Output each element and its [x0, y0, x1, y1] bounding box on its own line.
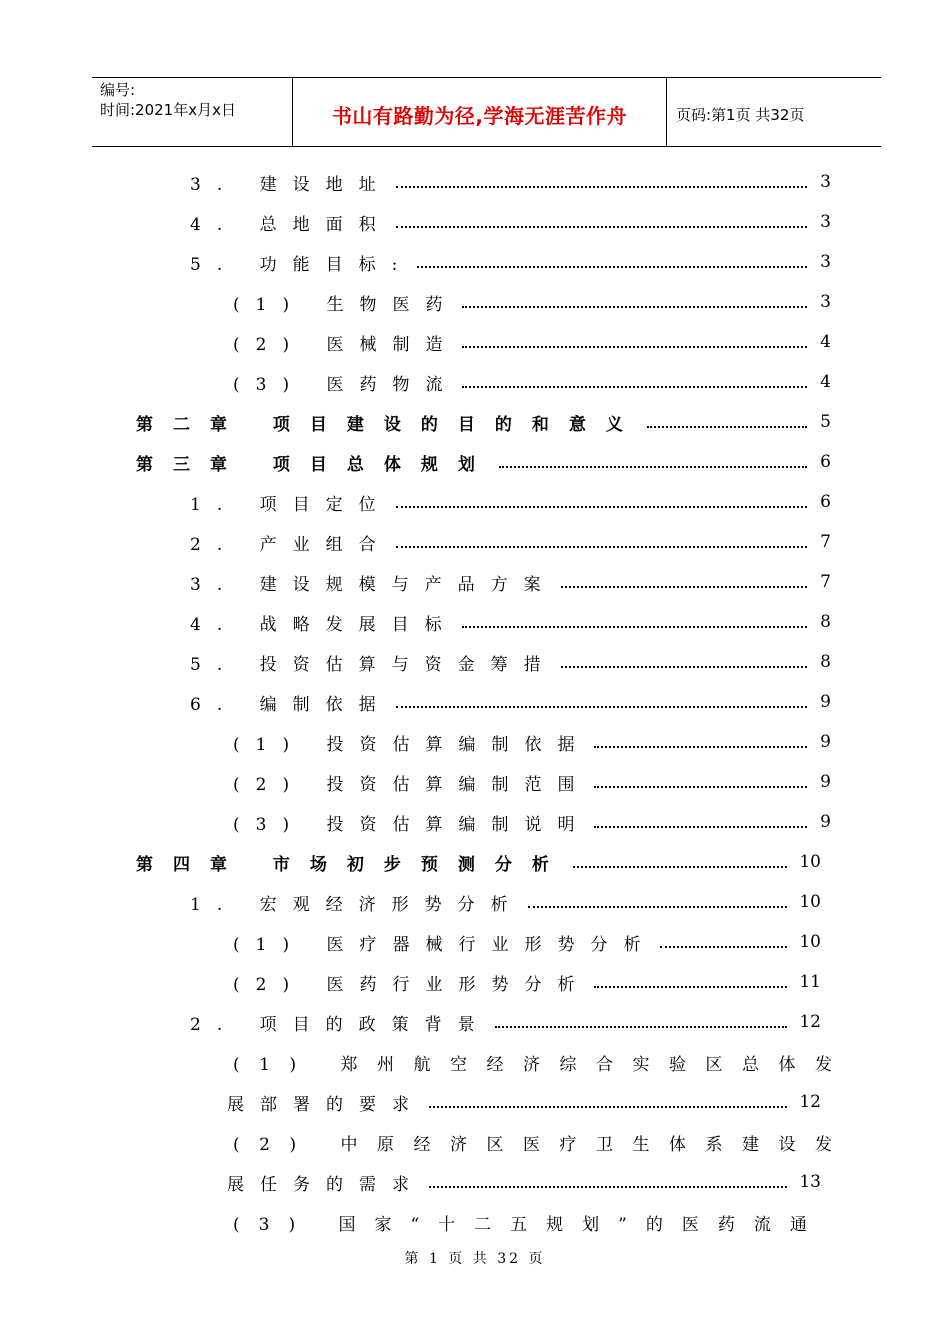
toc-entry[interactable] — [190, 682, 831, 722]
toc-entry-label: 4. 战略发展目标 — [190, 614, 458, 635]
toc-entry-label: (2) 投资估算编制范围 — [233, 774, 591, 795]
toc-entry-label: 6. 编制依据 — [190, 694, 392, 715]
header-page-info: 页码:第1页 共32页 — [676, 106, 805, 124]
toc-entry-label: (2) 医械制造 — [233, 334, 459, 355]
toc-entry-label: (3) 国家“十二五规划”的医药流通 — [233, 1214, 826, 1235]
toc-entry-page: 10 — [799, 852, 821, 872]
toc-leader-dots — [396, 546, 807, 548]
toc-entry[interactable] — [190, 162, 831, 202]
toc-entry-label: 5. 投资估算与资金筹措 — [190, 654, 557, 675]
toc-entry[interactable] — [227, 1162, 821, 1202]
toc-leader-dots — [495, 1026, 788, 1028]
toc-entry-label: 2. 产业组合 — [190, 534, 392, 555]
toc-entry-page: 4 — [820, 372, 831, 392]
toc-entry-page: 3 — [820, 252, 831, 272]
toc-entry[interactable] — [190, 242, 831, 282]
header-meta — [100, 80, 236, 120]
toc-entry-label: (1) 生物医药 — [233, 294, 459, 315]
toc-leader-dots — [573, 866, 787, 868]
toc-leader-dots — [429, 1186, 787, 1188]
toc-entry-page: 9 — [820, 692, 831, 712]
toc-leader-dots — [561, 586, 807, 588]
toc-leader-dots — [594, 746, 807, 748]
toc-entry-first-line[interactable] — [233, 1202, 826, 1242]
toc-entry[interactable] — [190, 522, 831, 562]
toc-chapter-entry[interactable] — [136, 842, 821, 882]
toc-leader-dots — [396, 186, 807, 188]
toc-entry-label: 展任务的需求 — [227, 1174, 425, 1195]
toc-chapter-entry[interactable] — [136, 402, 831, 442]
header-motto: 书山有路勤为径,学海无涯苦作舟 — [331, 104, 628, 128]
toc-entry[interactable] — [227, 1082, 821, 1122]
toc-chapter-entry[interactable] — [136, 442, 831, 482]
toc-leader-dots — [594, 786, 807, 788]
toc-entry-page: 9 — [820, 772, 831, 792]
toc-leader-dots — [462, 346, 807, 348]
toc-entry[interactable] — [190, 482, 831, 522]
toc-entry-page: 10 — [799, 932, 821, 952]
toc-leader-dots — [594, 826, 807, 828]
toc-entry-page: 12 — [799, 1012, 821, 1032]
toc-entry-page: 4 — [820, 332, 831, 352]
toc-entry-page: 8 — [820, 652, 831, 672]
toc-leader-dots — [594, 986, 787, 988]
toc-entry-label: 1. 项目定位 — [190, 494, 392, 515]
time-label: 时间:2021年x月x日 — [100, 101, 236, 119]
toc-entry-page: 5 — [820, 412, 831, 432]
toc-entry-label: 第四章 市场初步预测分析 — [136, 854, 569, 875]
toc-entry-label: 1. 宏观经济形势分析 — [190, 894, 524, 915]
toc-entry-label: 3. 建设地址 — [190, 174, 392, 195]
page-footer: 第 1 页 共 32 页 — [404, 1251, 546, 1267]
toc-entry-page: 3 — [820, 292, 831, 312]
toc-entry-page: 9 — [820, 812, 831, 832]
toc-leader-dots — [660, 946, 787, 948]
toc-entry-page: 7 — [820, 572, 831, 592]
toc-entry-first-line[interactable] — [233, 1122, 852, 1162]
toc-entry[interactable] — [233, 922, 821, 962]
toc-leader-dots — [462, 306, 807, 308]
toc-entry-label: (1) 投资估算编制依据 — [233, 734, 591, 755]
toc-entry-label: 展部署的要求 — [227, 1094, 425, 1115]
toc-leader-dots — [417, 266, 807, 268]
toc-entry[interactable] — [233, 282, 831, 322]
toc-entry-page: 8 — [820, 612, 831, 632]
toc-entry[interactable] — [190, 1002, 821, 1042]
toc-entry-page: 10 — [799, 892, 821, 912]
toc-entry[interactable] — [190, 602, 831, 642]
toc-entry-page: 3 — [820, 212, 831, 232]
toc-entry[interactable] — [233, 322, 831, 362]
toc-entry-first-line[interactable] — [233, 1042, 852, 1082]
toc-entry-label: 5. 功能目标: — [190, 254, 414, 275]
toc-entry[interactable] — [233, 962, 821, 1002]
toc-entry-label: (3) 投资估算编制说明 — [233, 814, 591, 835]
toc-entry[interactable] — [190, 882, 821, 922]
toc-entry[interactable] — [190, 562, 831, 602]
toc-leader-dots — [528, 906, 788, 908]
toc-entry-label: (2) 医药行业形势分析 — [233, 974, 591, 995]
toc-entry-page: 9 — [820, 732, 831, 752]
toc-entry-label: 4. 总地面积 — [190, 214, 392, 235]
header-divider — [666, 78, 667, 146]
toc-entry-page: 6 — [820, 492, 831, 512]
serial-number-label: 编号: — [100, 81, 136, 99]
toc-entry[interactable] — [233, 362, 831, 402]
toc-entry-page: 13 — [799, 1172, 821, 1192]
toc-entry-page: 6 — [820, 452, 831, 472]
toc-entry-label: 3. 建设规模与产品方案 — [190, 574, 557, 595]
toc-entry-label: (1) 郑州航空经济综合实验区总体发 — [233, 1054, 852, 1075]
toc-entry-label: 2. 项目的政策背景 — [190, 1014, 491, 1035]
toc-entry[interactable] — [233, 722, 831, 762]
toc-entry[interactable] — [233, 802, 831, 842]
toc-entry-label: (1) 医疗器械行业形势分析 — [233, 934, 657, 955]
toc-leader-dots — [429, 1106, 787, 1108]
toc-leader-dots — [462, 626, 807, 628]
toc-leader-dots — [561, 666, 807, 668]
toc-entry[interactable] — [190, 642, 831, 682]
toc-entry-label: 第三章 项目总体规划 — [136, 454, 495, 475]
toc-entry[interactable] — [233, 762, 831, 802]
toc-entry-label: (3) 医药物流 — [233, 374, 459, 395]
toc-entry-page: 11 — [799, 972, 821, 992]
document-header — [92, 77, 881, 147]
toc-entry-label: 第二章 项目建设的目的和意义 — [136, 414, 643, 435]
toc-entry[interactable] — [190, 202, 831, 242]
toc-leader-dots — [396, 506, 807, 508]
toc-entry-page: 3 — [820, 172, 831, 192]
toc-leader-dots — [396, 226, 807, 228]
toc-leader-dots — [462, 386, 807, 388]
toc-entry-page: 7 — [820, 532, 831, 552]
toc-leader-dots — [647, 426, 807, 428]
toc-leader-dots — [499, 466, 807, 468]
toc-entry-label: (2) 中原经济区医疗卫生体系建设发 — [233, 1134, 852, 1155]
toc-leader-dots — [396, 706, 807, 708]
toc-entry-page: 12 — [799, 1092, 821, 1112]
